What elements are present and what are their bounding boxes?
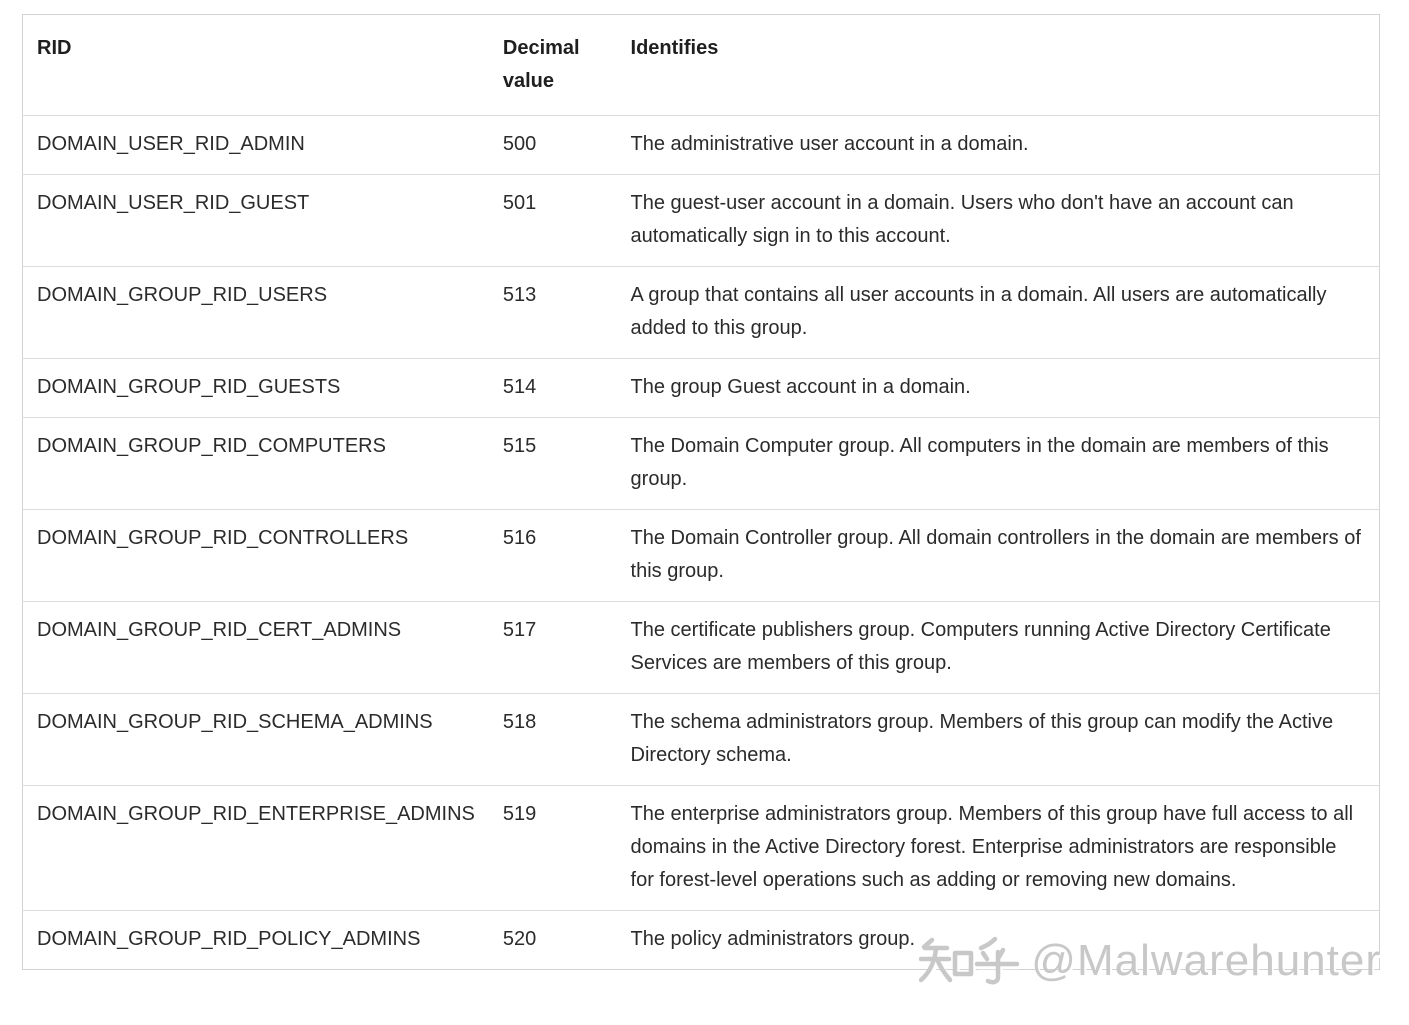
header-row <box>23 15 1380 116</box>
rid-cell: DOMAIN_GROUP_RID_CONTROLLERS <box>23 510 489 602</box>
table-row <box>23 602 1380 694</box>
rid-cell: DOMAIN_USER_RID_GUEST <box>23 175 489 267</box>
identifies-cell: The certificate publishers group. Computers running Active Directory Certificate Services are members of this group. <box>617 602 1380 694</box>
col-header-rid: RID <box>37 37 72 59</box>
decimal-value-cell: 515 <box>489 418 617 510</box>
decimal-value-cell: 500 <box>489 116 617 175</box>
table-row <box>23 911 1380 970</box>
rid-table-body <box>23 116 1380 970</box>
rid-table <box>22 14 1380 970</box>
identifies-cell: The administrative user account in a domain. <box>617 116 1380 175</box>
identifies-cell: The policy administrators group. <box>617 911 1380 970</box>
decimal-value-cell: 520 <box>489 911 617 970</box>
table-row <box>23 359 1380 418</box>
decimal-value-cell: 516 <box>489 510 617 602</box>
rid-cell: DOMAIN_USER_RID_ADMIN <box>23 116 489 175</box>
rid-cell: DOMAIN_GROUP_RID_ENTERPRISE_ADMINS <box>23 786 489 911</box>
col-header-identifies: Identifies <box>630 37 719 59</box>
identifies-cell: The group Guest account in a domain. <box>617 359 1380 418</box>
table-row <box>23 116 1380 175</box>
table-row <box>23 694 1380 786</box>
table-row <box>23 267 1380 359</box>
decimal-value-cell: 517 <box>489 602 617 694</box>
decimal-value-cell: 514 <box>489 359 617 418</box>
decimal-value-cell: 518 <box>489 694 617 786</box>
watermark-handle: @Malwarehunter <box>1031 936 1381 985</box>
table-row <box>23 418 1380 510</box>
table-row <box>23 786 1380 911</box>
identifies-cell: The enterprise administrators group. Members of this group have full access to all domains in the Active Directory forest. Enterprise administrators are responsible for forest-level operations such as adding or removing new domains. <box>617 786 1380 911</box>
rid-cell: DOMAIN_GROUP_RID_SCHEMA_ADMINS <box>23 694 489 786</box>
identifies-cell: The Domain Computer group. All computers in the domain are members of this group. <box>617 418 1380 510</box>
rid-table-header <box>23 15 1380 116</box>
rid-cell: DOMAIN_GROUP_RID_POLICY_ADMINS <box>23 911 489 970</box>
identifies-cell: A group that contains all user accounts in a domain. All users are automatically added to this group. <box>617 267 1380 359</box>
identifies-cell: The Domain Controller group. All domain controllers in the domain are members of this group. <box>617 510 1380 602</box>
rid-cell: DOMAIN_GROUP_RID_COMPUTERS <box>23 418 489 510</box>
rid-cell: DOMAIN_GROUP_RID_GUESTS <box>23 359 489 418</box>
col-header-decimal-value: Decimal value <box>502 37 580 92</box>
decimal-value-cell: 501 <box>489 175 617 267</box>
decimal-value-cell: 513 <box>489 267 617 359</box>
rid-cell: DOMAIN_GROUP_RID_CERT_ADMINS <box>23 602 489 694</box>
rid-cell: DOMAIN_GROUP_RID_USERS <box>23 267 489 359</box>
decimal-value-cell: 519 <box>489 786 617 911</box>
table-row <box>23 175 1380 267</box>
identifies-cell: The schema administrators group. Members of this group can modify the Active Directory schema. <box>617 694 1380 786</box>
table-row <box>23 510 1380 602</box>
identifies-cell: The guest-user account in a domain. Users who don't have an account can automatically sign in to this account. <box>617 175 1380 267</box>
